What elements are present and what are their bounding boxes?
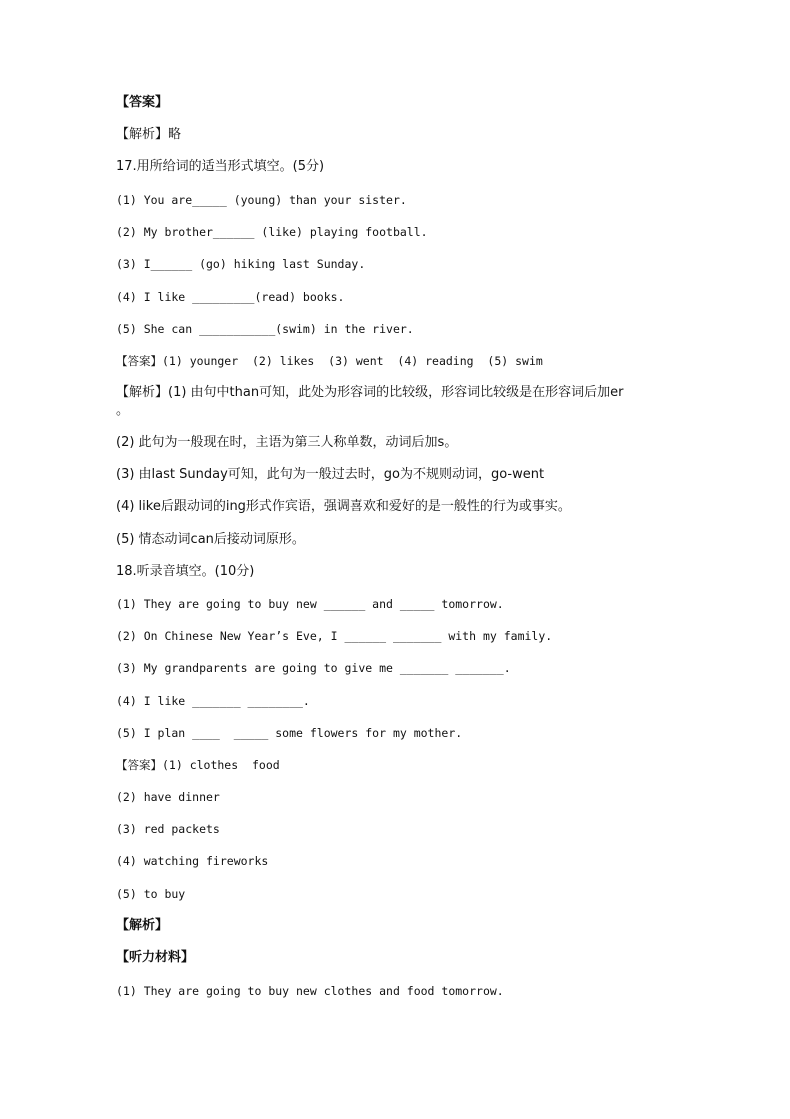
q17-item-4: (4) I like _________(read) books. xyxy=(116,290,345,304)
q18-answer-2: (2) have dinner xyxy=(116,790,220,804)
q18-answer-4: (4) watching fireworks xyxy=(116,854,269,868)
listening-material-heading: 【听力材料】 xyxy=(116,950,195,965)
q17-item-5: (5) She can ___________(swim) in the river. xyxy=(116,322,414,336)
q17-analysis-1-cont: 。 xyxy=(116,403,130,418)
q18-item-1: (1) They are going to buy new ______ and _____ tomorrow. xyxy=(116,597,504,611)
q17-analysis-3: (3) 由last Sunday可知，此句为一般过去时，go为不规则动词，go-went xyxy=(116,467,545,482)
answer-heading-16: 【答案】 xyxy=(116,95,169,110)
analysis-heading-16: 【解析】略 xyxy=(116,127,182,142)
q18-answer-5: (5) to buy xyxy=(116,887,186,901)
q18-item-2: (2) On Chinese New Year’s Eve, I ______ _______ with my family. xyxy=(116,629,553,643)
q18-answer-1: 【答案】(1) clothes food xyxy=(116,758,280,772)
question-17-title: 17.用所给词的适当形式填空。(5分) xyxy=(116,159,325,174)
q17-item-2: (2) My brother______ (like) playing football. xyxy=(116,225,428,239)
q17-item-3: (3) I______ (go) hiking last Sunday. xyxy=(116,257,366,271)
listening-material-1: (1) They are going to buy new clothes and food tomorrow. xyxy=(116,984,504,998)
q17-analysis-5: (5) 情态动词can后接动词原形。 xyxy=(116,532,305,547)
question-18-title: 18.听录音填空。(10分) xyxy=(116,564,255,579)
q17-analysis-1: 【解析】(1) 由句中than可知，此处为形容词的比较级，形容词比较级是在形容词后加er xyxy=(116,385,624,400)
q18-item-5: (5) I plan ____ _____ some flowers for my mother. xyxy=(116,726,463,740)
q18-answer-3: (3) red packets xyxy=(116,822,220,836)
q17-analysis-4: (4) like后跟动词的ing形式作宾语，强调喜欢和爱好的是一般性的行为或事实。 xyxy=(116,499,571,514)
q17-item-1: (1) You are_____ (young) than your sister. xyxy=(116,193,407,207)
q18-analysis-heading: 【解析】 xyxy=(116,918,169,933)
q18-item-3: (3) My grandparents are going to give me _______ _______. xyxy=(116,661,511,675)
q17-answer: 【答案】(1) younger (2) likes (3) went (4) reading (5) swim xyxy=(116,354,543,368)
q18-item-4: (4) I like _______ ________. xyxy=(116,694,310,708)
q17-analysis-2: (2) 此句为一般现在时，主语为第三人称单数，动词后加s。 xyxy=(116,435,458,450)
